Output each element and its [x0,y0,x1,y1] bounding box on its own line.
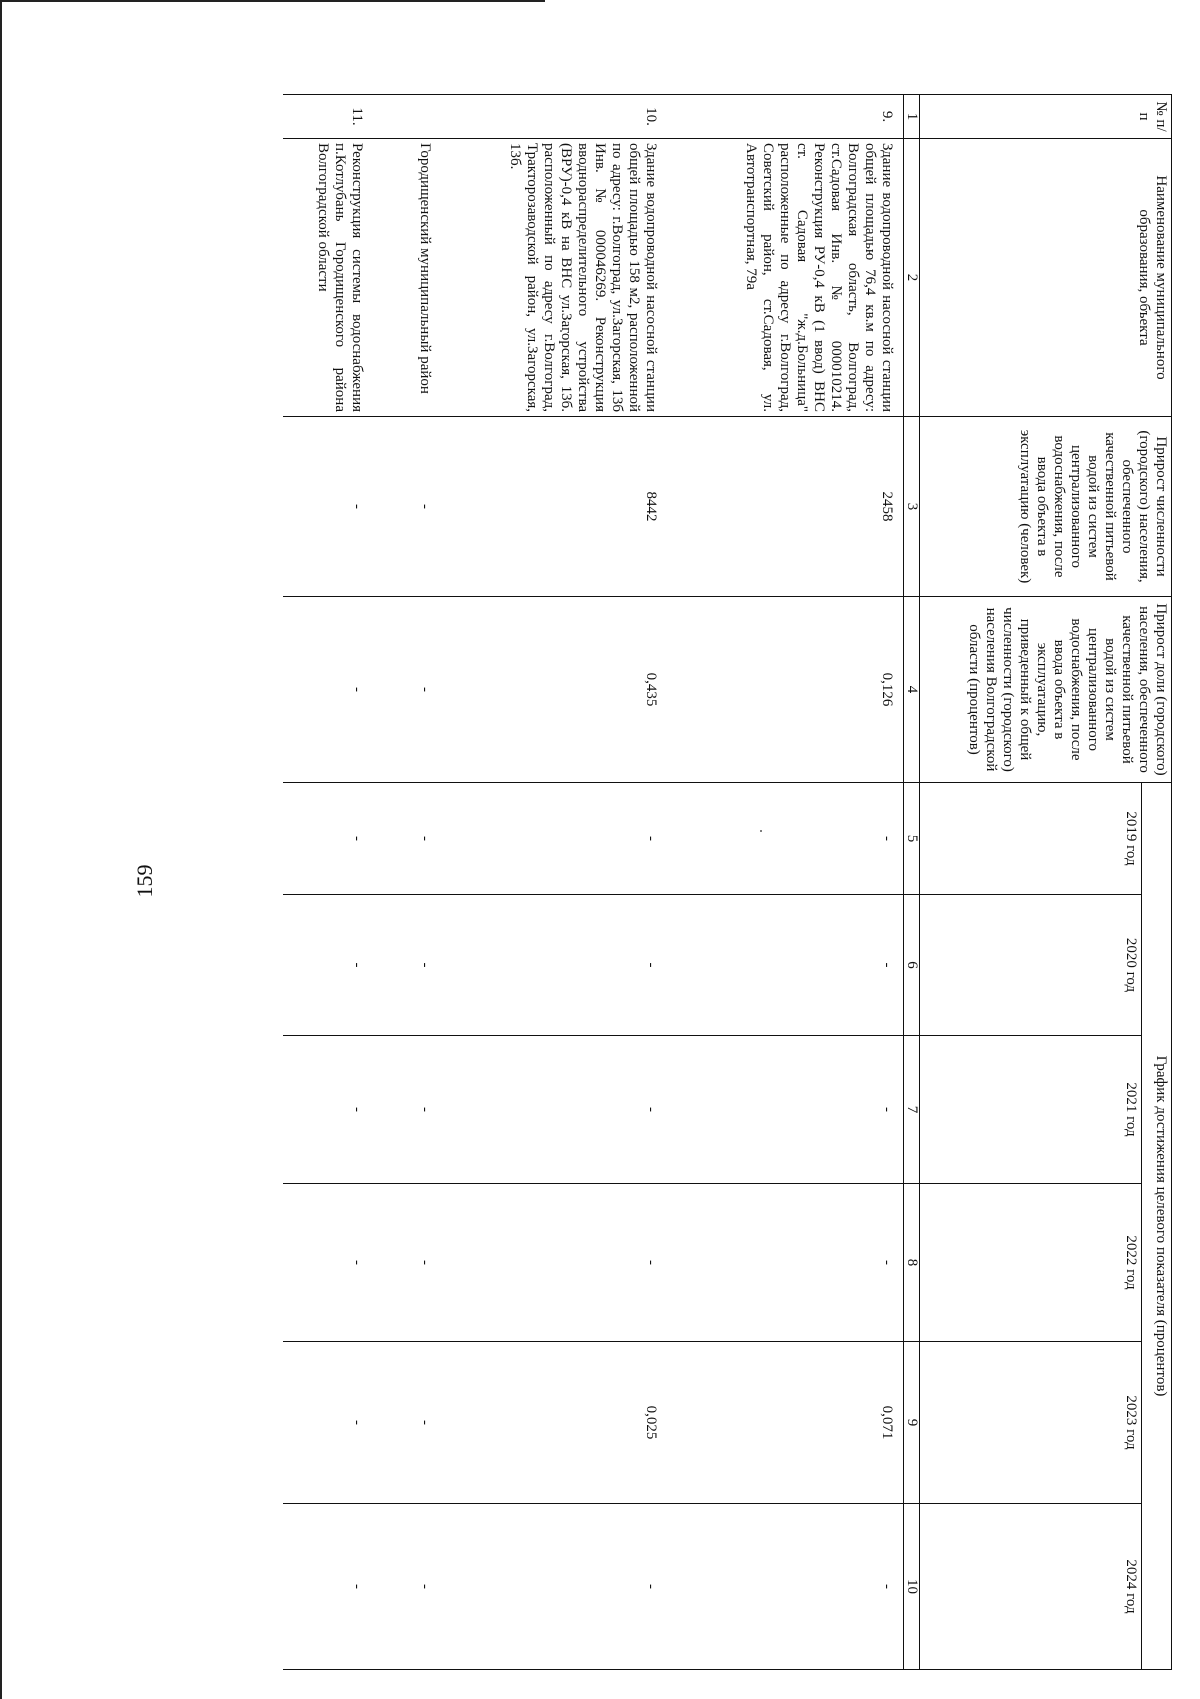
row-number [374,95,442,139]
header-schedule: График достижения целевого показателя (процентов) [1142,783,1172,1670]
object-name: Здание водопроводной насосной станции общей площадью 76,4 кв.м по адресу: Волгоградская область, Волгоград, ст.Садовая Инв. № 000010214. Реконструкция РУ-0,4 кВ (1 ввод) ВНС ст. Садовая "ж.д.Больница" расположенные по адресу г.Волгоград, Советский район, ст.Садовая, ул. Автотранспортная, 79а [668,139,904,417]
population-increase: - [284,417,374,597]
table-row [442,95,668,1670]
table-row [284,95,374,1670]
row-number: 9. [668,95,904,139]
header-year-2019: 2019 год [920,783,1142,895]
value-2024: - [284,1504,374,1670]
value-2020: - [284,895,374,1036]
header-name: Наименование муниципального образования, объекта [920,139,1172,417]
share-increase: - [284,597,374,783]
value-2022: - [442,1184,668,1342]
column-number: 8 [904,1184,920,1342]
value-2023: - [374,1342,442,1504]
header-year-2020: 2020 год [920,895,1142,1036]
object-name: Здание водопроводной насосной станции общей площадью 158 м2, расположенной по адресу: г.Волгоград, ул.Загорская, 13б Инв. № 000046269. Реконструкция вводнораспределительного устройства (ВРУ)-0,4 кВ на ВНС ул.Загорская, 13б. расположенный по адресу г.Волгоград, Тракторозаводской район, ул.Загорская, 13б. [442,139,668,417]
header-share: Прирост доли (городского) населения, обеспеченного качественной питьевой водой из систем централизованного водоснабжения, после ввода объекта в эксплуатацию, приведенный к общей численности (городского) населения Волгоградской области (процентов) [920,597,1172,783]
value-2020: - [668,895,904,1036]
row-number: 11. [284,95,374,139]
header-year-2022: 2022 год [920,1184,1142,1342]
object-name: Городищенский муниципальный район [374,139,442,417]
header-year-2021: 2021 год [920,1036,1142,1184]
population-increase: 8442 [442,417,668,597]
page-number: 159 [132,864,157,898]
column-number: 6 [904,895,920,1036]
row-number: 10. [442,95,668,139]
column-number: 4 [904,597,920,783]
column-number: 3 [904,417,920,597]
value-2019: - [668,783,904,895]
header-year-2023: 2023 год [920,1342,1142,1504]
table-row [374,95,442,1670]
share-increase: 0,126 [668,597,904,783]
header-population: Прирост численности (городского) населения, обеспеченного качественной питьевой водой из систем централизованного водоснабжения, после ввода объекта в эксплуатацию (человек) [920,417,1172,597]
value-2019: - [284,783,374,895]
value-2019: - [442,783,668,895]
column-number: 7 [904,1036,920,1184]
population-increase: - [374,417,442,597]
value-2024: - [442,1504,668,1670]
value-2023: 0,025 [442,1342,668,1504]
value-2022: - [668,1184,904,1342]
value-2024: - [374,1504,442,1670]
column-number: 9 [904,1342,920,1504]
scan-edge-top [0,0,545,2]
population-increase: 2458 [668,417,904,597]
targets-table [284,94,1173,1670]
header-row-1 [1142,95,1172,1670]
value-2020: - [442,895,668,1036]
column-number: 2 [904,139,920,417]
value-2019: - [374,783,442,895]
value-2021: - [284,1036,374,1184]
value-2023: 0,071 [668,1342,904,1504]
value-2024: - [668,1504,904,1670]
column-number: 1 [904,95,920,139]
value-2022: - [284,1184,374,1342]
table-row [668,95,904,1670]
value-2021: - [374,1036,442,1184]
value-2022: - [374,1184,442,1342]
header-year-2024: 2024 год [920,1504,1142,1670]
share-increase: - [374,597,442,783]
value-2021: - [668,1036,904,1184]
column-number-row [904,95,920,1670]
scan-edge-left [0,0,2,1699]
header-num: № п/п [920,95,1172,139]
column-number: 10 [904,1504,920,1670]
value-2023: - [284,1342,374,1504]
column-number: 5 [904,783,920,895]
rotated-table-sheet [262,94,1172,1669]
object-name: Реконструкция системы водоснабжения п.Котлубань Городищенского района Волгоградской области [284,139,374,417]
value-2021: - [442,1036,668,1184]
share-increase: 0,435 [442,597,668,783]
value-2020: - [374,895,442,1036]
